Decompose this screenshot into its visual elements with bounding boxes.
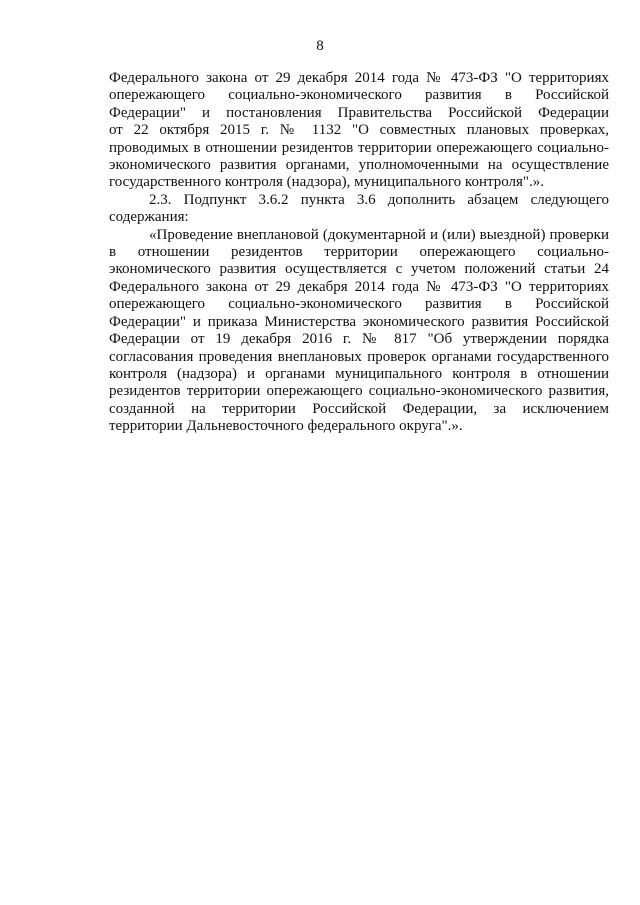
text-line: проводимых в отношении резидентов территории опережающего социально- [109, 139, 609, 156]
paragraph-1 [109, 70, 609, 192]
text-line: 2.3. Подпункт 3.6.2 пункта 3.6 дополнить абзацем следующего [149, 191, 609, 208]
text-line: от 22 октября 2015 г. № 1132 "О совместных плановых проверках, [109, 122, 609, 139]
text-line: резидентов территории опережающего социально-экономического развития, [109, 383, 609, 400]
text-line: «Проведение внеплановой (документарной и (или) выездной) проверки [149, 226, 609, 243]
text-line: опережающего социально-экономического развития в Российской [109, 296, 609, 313]
text-line: опережающего социально-экономического развития в Российской [109, 87, 609, 104]
text-line: согласования проведения внеплановых проверок органами государственного [109, 348, 609, 365]
text-line: контроля (надзора) и органами муниципального контроля в отношении [109, 365, 609, 382]
text-line: в отношении резидентов территории опережающего социально- [109, 244, 609, 261]
text-line: экономического развития органами, уполномоченными на осуществление [109, 157, 609, 174]
paragraph-3 [109, 227, 609, 436]
text-line: Федерации от 19 декабря 2016 г. № 817 "Об утверждении порядка [109, 331, 609, 348]
text-line: созданной на территории Российской Федерации, за исключением [109, 400, 609, 417]
paragraph-2 [109, 192, 609, 227]
text-line: территории Дальневосточного федерального округа".». [109, 418, 463, 435]
text-line: Федерации" и постановления Правительства Российской Федерации [109, 104, 609, 121]
text-line: государственного контроля (надзора), муниципального контроля".». [109, 174, 545, 191]
text-line: Федерального закона от 29 декабря 2014 года № 473-ФЗ "О территориях [109, 278, 609, 295]
text-line: Федерации" и приказа Министерства экономического развития Российской [109, 313, 609, 330]
text-line: экономического развития осуществляется с учетом положений статьи 24 [109, 261, 609, 278]
text-line: содержания: [109, 209, 189, 226]
page-number: 8 [316, 38, 324, 54]
text-line: Федерального закона от 29 декабря 2014 года № 473-ФЗ "О территориях [109, 70, 609, 86]
document-body [109, 70, 609, 436]
